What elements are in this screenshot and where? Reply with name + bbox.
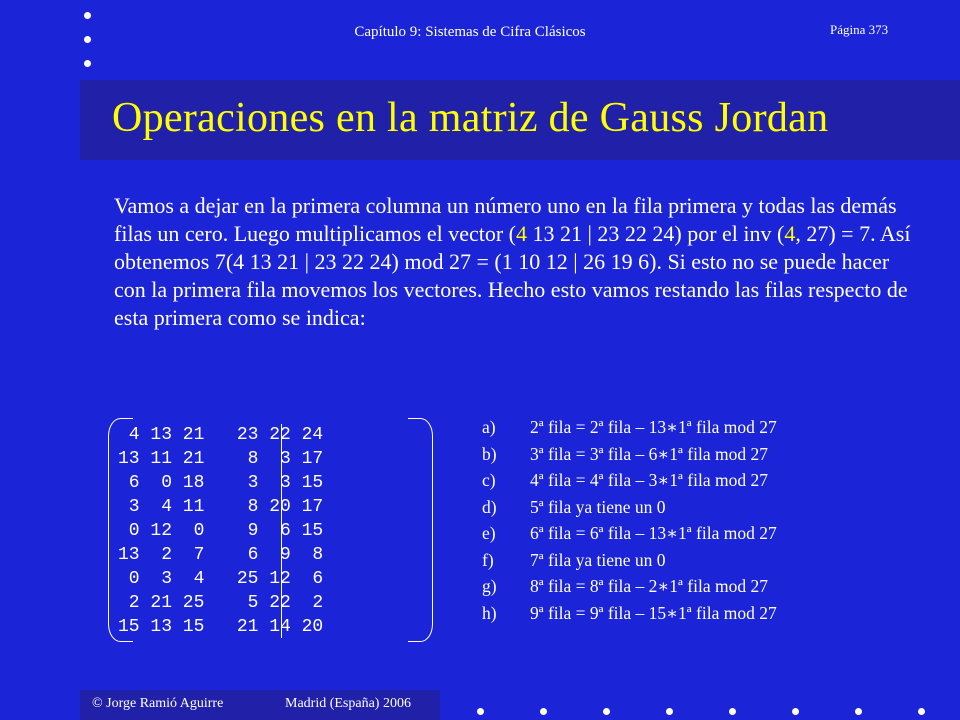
operation-text: 9ª fila = 9ª fila – 15∗1ª fila mod 27 [530,602,777,623]
body-paragraph [114,192,914,332]
decor-dot [84,36,91,43]
decor-dot [666,708,673,715]
decor-dot [603,708,610,715]
decor-dot [855,708,862,715]
operation-letter: d) [482,496,497,517]
decor-dot [792,708,799,715]
chapter-header: Capítulo 9: Sistemas de Cifra Clásicos [354,24,586,40]
decor-dot [84,12,91,19]
operation-item [482,441,777,468]
operation-text: 8ª fila = 8ª fila – 2∗1ª fila mod 27 [530,576,768,596]
operation-text: 6ª fila = 6ª fila – 13∗1ª fila mod 27 [530,523,777,543]
highlight-number: 4 [515,221,527,246]
operation-item [482,573,777,600]
operation-item [482,467,777,494]
matrix-row: 2 21 25 5 22 2 [118,593,324,613]
operation-item [482,414,777,441]
footer-place: Madrid (España) 2006 [285,696,411,711]
operation-text: 4ª fila = 4ª fila – 3∗1ª fila mod 27 [530,470,768,490]
operation-text: 3ª fila = 3ª fila – 6∗1ª fila mod 27 [530,443,768,464]
highlight-number: 4 [784,221,796,246]
operation-letter: e) [482,523,496,543]
paragraph-text: , 27) = 7. Así obtenemos 7(4 13 21 | 23 22 24) mod 27 = (1 10 12 | 26 19 6). Si esto no se puede hacer con la primera fila movemos los vectores. Hecho esto vamos restando las filas respecto de esta primera como se indica: [114,221,911,330]
decor-dot [729,708,736,715]
operation-item [482,600,777,627]
matrix-row: 15 13 15 21 14 20 [118,617,324,637]
decor-dot [918,708,925,715]
augmented-matrix [118,423,323,639]
operation-letter: b) [482,443,497,464]
operation-letter: g) [482,576,497,596]
copyright-text: © Jorge Ramió Aguirre [92,696,224,711]
matrix-row: 0 12 0 9 6 15 [118,521,324,541]
matrix-right-bracket [408,418,433,642]
slide-title: Operaciones en la matriz de Gauss Jordan [112,95,829,141]
operation-letter: f) [482,549,494,570]
operation-text: 2ª fila = 2ª fila – 13∗1ª fila mod 27 [530,417,777,437]
operation-letter: a) [482,417,496,437]
matrix-row: 3 4 11 8 20 17 [118,497,324,517]
operation-text: 5ª fila ya tiene un 0 [530,496,666,517]
decor-dot [540,708,547,715]
operation-item [482,520,777,547]
footer-bar [80,690,440,720]
operation-item [482,494,777,521]
operation-item [482,547,777,574]
matrix-row: 13 11 21 8 3 17 [118,449,324,469]
matrix-row: 4 13 21 23 22 24 [118,425,324,445]
paragraph-text: Vamos a dejar en la primera columna un número uno en la fila primera y todas las demás filas un cero. Luego multiplicamos el vector ( [114,193,897,246]
decor-dot [477,708,484,715]
operation-letter: c) [482,470,496,490]
matrix-row: 13 2 7 6 9 8 [118,545,324,565]
paragraph-text: 13 21 | 23 22 24) por el inv ( [526,221,785,246]
matrix-row: 0 3 4 25 12 6 [118,569,324,589]
operation-text: 7ª fila ya tiene un 0 [530,549,666,570]
decor-dot [84,60,91,67]
operation-letter: h) [482,602,497,623]
operations-list [482,414,777,626]
page-number: Página 373 [830,22,889,37]
matrix-row: 6 0 18 3 3 15 [118,473,324,493]
